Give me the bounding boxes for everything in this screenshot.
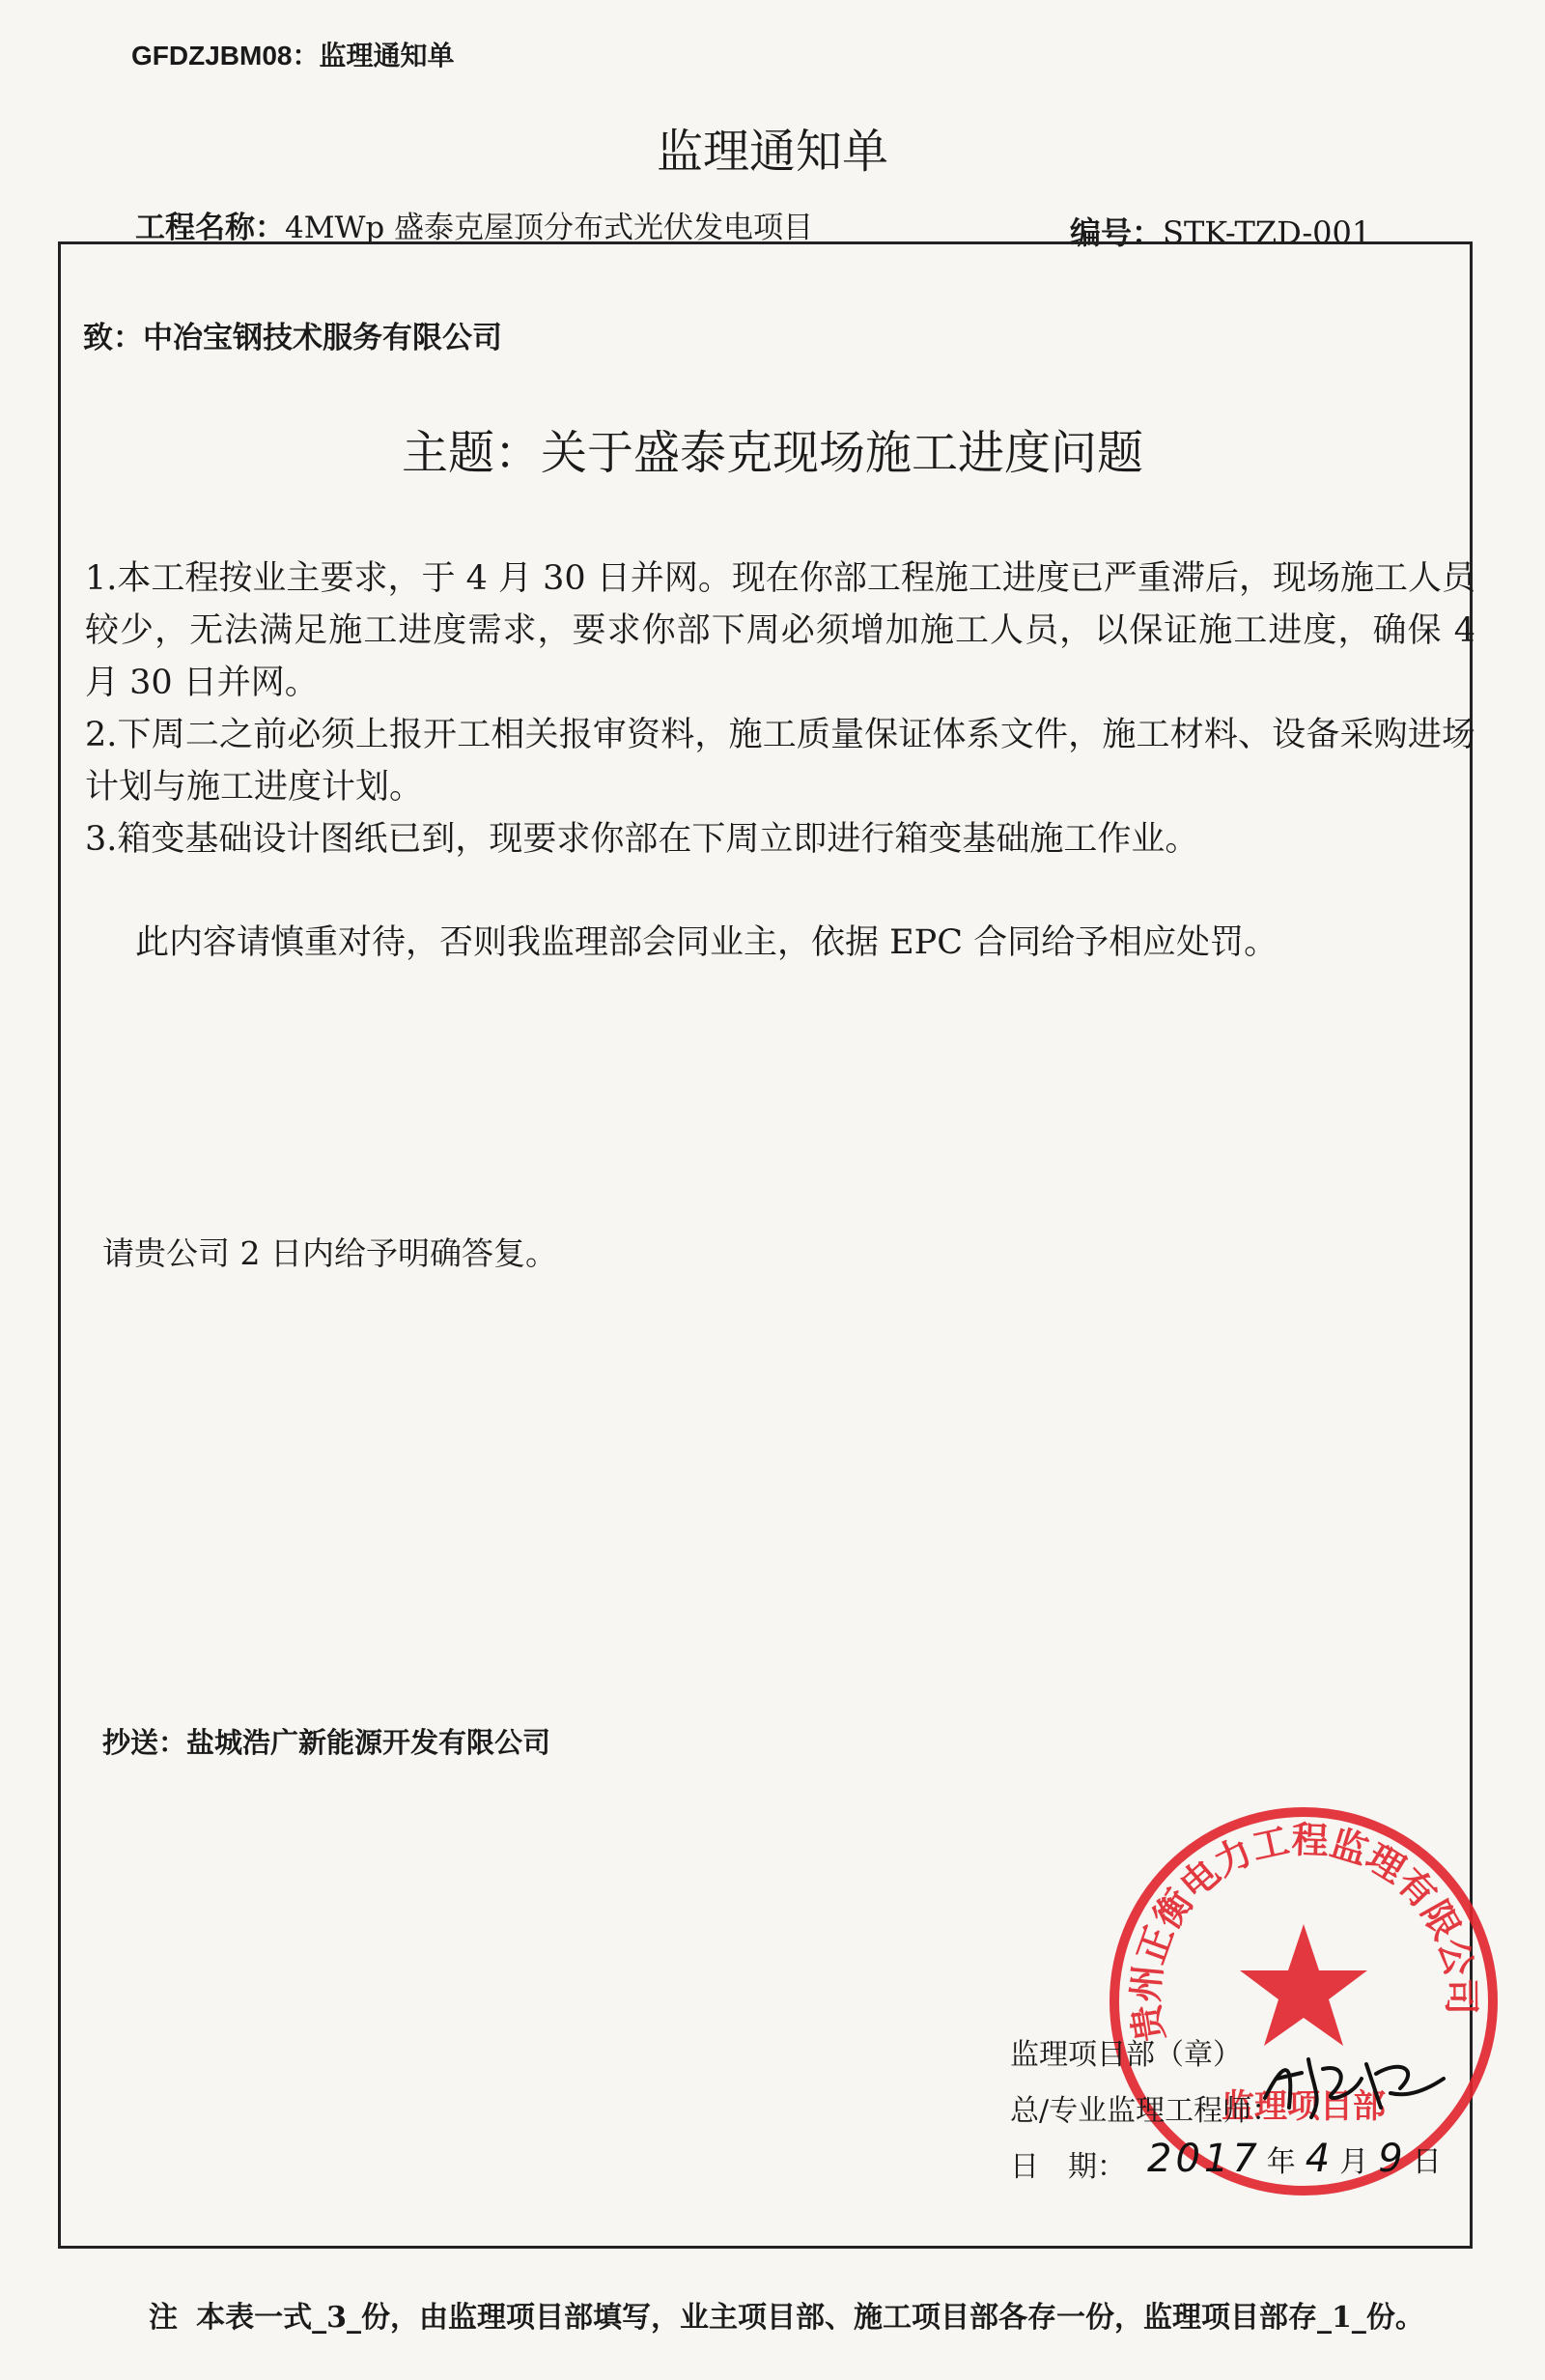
cc-label: 抄送： xyxy=(102,1726,187,1759)
footer-note-label: 注 xyxy=(149,2301,178,2335)
cc-company: 盐城浩广新能源开发有限公司 xyxy=(186,1726,551,1759)
date-label: 日 期： xyxy=(1010,2150,1126,2184)
date-month-unit: 月 xyxy=(1339,2145,1373,2179)
handwritten-signature xyxy=(1255,2040,1448,2127)
seal-star-icon xyxy=(1240,1924,1367,2046)
supervision-dept-label: 监理项目部（章） xyxy=(1010,2038,1242,2072)
number-value: STK-TZD-001 xyxy=(1163,214,1372,251)
notice-item-2: 2.下周二之前必须上报开工相关报审资料，施工质量保证体系文件，施工材料、设备采购进场计划与施工进度计划。 xyxy=(85,716,1475,807)
number-label: 编号： xyxy=(1070,214,1164,251)
date-month: 4 xyxy=(1305,2137,1334,2181)
recipient-label: 致： xyxy=(83,321,143,355)
recipient-name: 中冶宝钢技术服务有限公司 xyxy=(143,321,502,355)
notice-item-3: 3.箱变基础设计图纸已到，现要求你部在下周立即进行箱变基础施工作业。 xyxy=(85,820,1199,859)
document-title: 监理通知单 xyxy=(656,125,888,179)
recipient-line xyxy=(83,313,502,356)
project-name: 4MWp 盛泰克屋顶分布式光伏发电项目 xyxy=(285,211,814,245)
reply-request: 请贵公司 2 日内给予明确答复。 xyxy=(102,1234,557,1272)
date-year-unit: 年 xyxy=(1266,2145,1300,2179)
handwritten-date xyxy=(1147,2137,1451,2181)
warning-statement: 此内容请慎重对待，否则我监理部会同业主，依据 EPC 合同给予相应处罚。 xyxy=(135,923,1278,962)
notice-item-1: 1.本工程按业主要求，于 4 月 30 日并网。现在你部工程施工进度已严重滞后，现场施工人员较少，无法满足施工进度需求，要求你部下周必须增加施工人员，以保证施工进度，确保 4 月 30 日并网。 xyxy=(85,559,1475,702)
date-day: 9 xyxy=(1378,2137,1407,2181)
project-name-line xyxy=(135,203,813,246)
seal-subtext: 监理项目部 xyxy=(1222,2087,1386,2126)
seal-text: 贵州正衡电力工程监理有限公司 xyxy=(1124,1818,1483,2045)
footer-note-text: 本表一式_3_份，由监理项目部填写，业主项目部、施工项目部各存一份，监理项目部存_1_份。 xyxy=(196,2301,1424,2335)
subject-heading: 主题：关于盛泰克现场施工进度问题 xyxy=(401,426,1143,480)
engineer-label: 总/专业监理工程师： xyxy=(1010,2094,1281,2128)
cc-line xyxy=(102,1721,550,1761)
date-year: 2017 xyxy=(1147,2137,1261,2181)
project-label: 工程名称： xyxy=(135,211,285,245)
footer-note xyxy=(149,2293,1424,2336)
form-code: GFDZJBM08：监理通知单 xyxy=(131,41,455,71)
date-day-unit: 日 xyxy=(1412,2145,1446,2179)
